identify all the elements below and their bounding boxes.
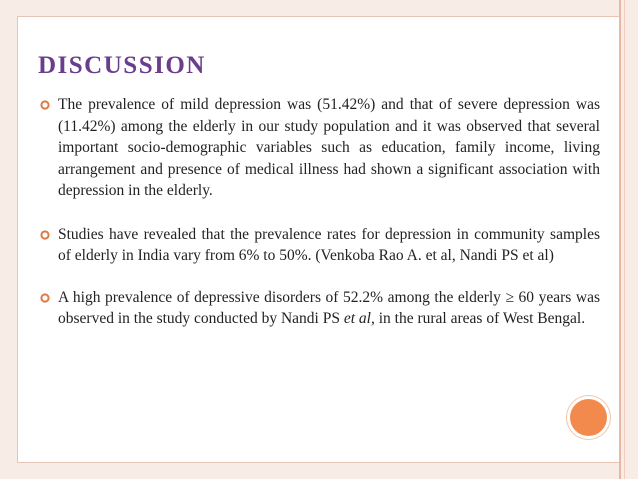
bullet-text: Studies have revealed that the prevalence rates for depression in community samples of elderly in India vary from 6% to 50%. (Venkoba Rao A. et al, Nandi PS et al) <box>58 225 600 264</box>
bullet-ring-icon <box>40 100 50 110</box>
bullet-list <box>40 94 600 330</box>
frame-border-top <box>17 16 620 17</box>
decor-rail-line-secondary <box>624 0 625 479</box>
bullet-item <box>40 287 600 330</box>
bullet-text-end: in the rural areas of West Bengal. <box>374 310 586 327</box>
frame-border-bottom <box>17 462 620 463</box>
bullet-text-start: A high prevalence of depressive disorders of 52.2% among the elderly ≥ 60 years was observed in the study conducted by Nandi PS <box>58 288 600 327</box>
bullet-item <box>40 224 600 267</box>
bullet-text-italic: et al, <box>343 310 375 327</box>
decor-rail-line <box>619 0 621 479</box>
bullet-ring-icon <box>40 230 50 240</box>
bullet-ring-icon <box>40 293 50 303</box>
frame-border-left <box>17 16 18 463</box>
decor-orange-circle <box>570 399 607 436</box>
bullet-item <box>40 94 600 202</box>
slide-title: DISCUSSION <box>38 52 206 79</box>
bullet-text: The prevalence of mild depression was (51.42%) and that of severe depression was (11.42%) among the elderly in our study population and it was observed that several important socio-demographic variables such as education, family income, living arrangement and presence of medical illness had shown a significant association with depression in the elderly. <box>58 96 600 199</box>
